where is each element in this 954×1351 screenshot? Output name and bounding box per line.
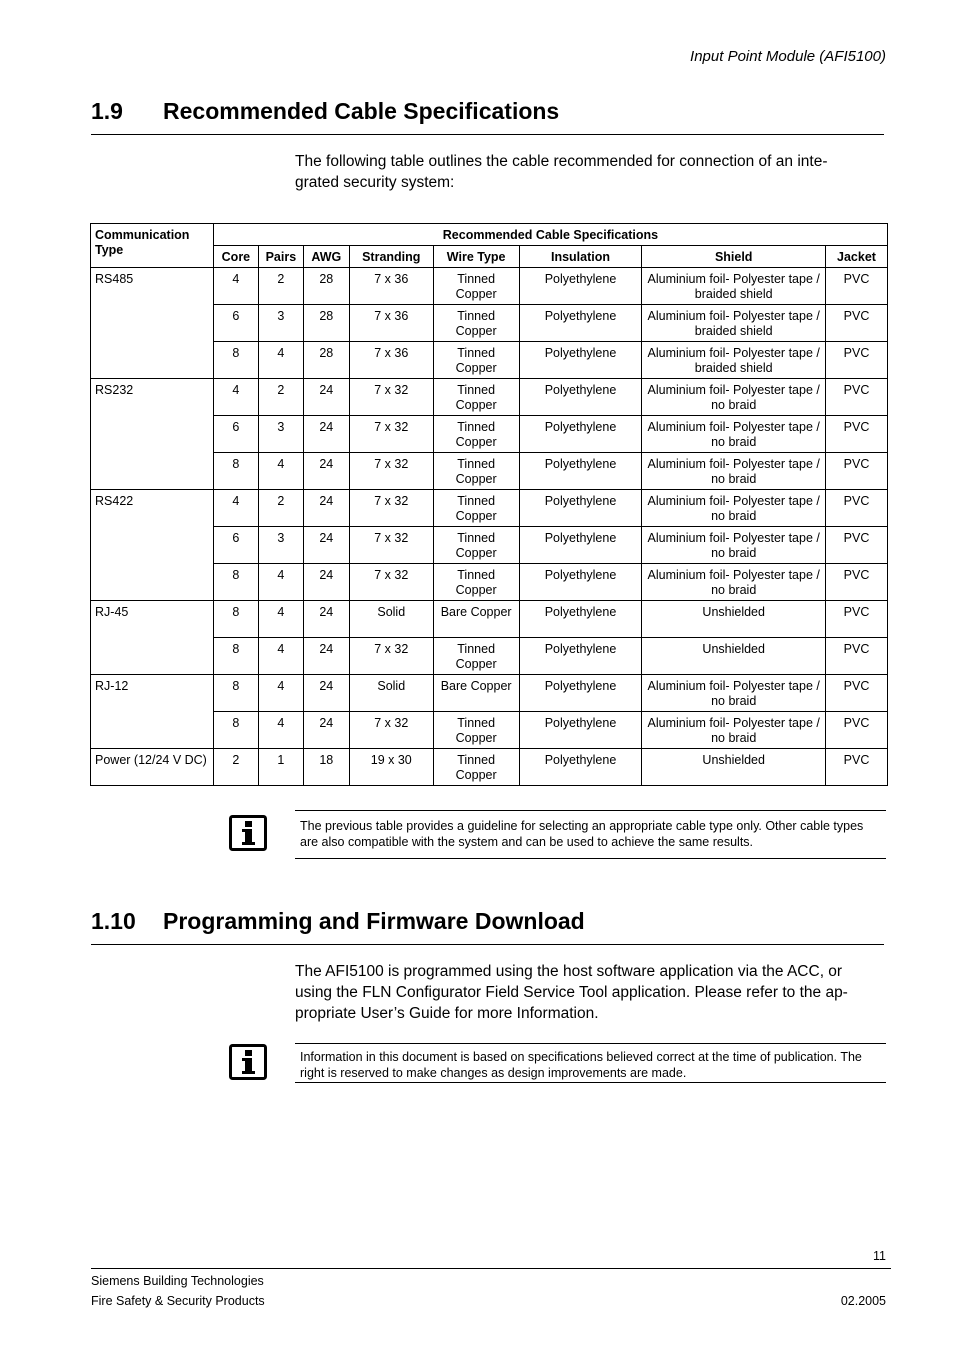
section-heading-1-9 [91,98,884,135]
pairs-cell: 4 [258,564,303,601]
insulation-cell: Polyethylene [519,749,642,786]
jacket-cell: PVC [825,490,887,527]
core-cell: 8 [213,342,258,379]
shield-cell: Aluminium foil- Polyester tape / no braid [642,453,826,490]
awg-cell: 24 [303,416,349,453]
jacket-cell: PVC [825,453,887,490]
table-row [91,416,888,453]
table-row [91,712,888,749]
page-number: 11 [873,1249,886,1263]
core-cell: 8 [213,638,258,675]
footer-division: Fire Safety & Security Products [91,1294,265,1308]
note-table-guideline: The previous table provides a guideline for selecting an appropriate cable type only. Other cable types are also compatible with the system and can be used to achieve the same results. [295,810,886,859]
comm-type-cell [91,342,214,379]
col-header: Core [213,246,258,268]
wire-type-cell: Tinned Copper [433,564,519,601]
footer-company: Siemens Building Technologies [91,1274,264,1288]
awg-cell: 28 [303,268,349,305]
wire-type-cell: Tinned Copper [433,712,519,749]
col-header: AWG [303,246,349,268]
table-row [91,638,888,675]
stranding-cell: 7 x 36 [349,342,433,379]
awg-cell: 24 [303,675,349,712]
jacket-cell: PVC [825,675,887,712]
col-header: Jacket [825,246,887,268]
wire-type-cell: Bare Copper [433,675,519,712]
pairs-cell: 1 [258,749,303,786]
core-cell: 8 [213,675,258,712]
jacket-cell: PVC [825,564,887,601]
jacket-cell: PVC [825,712,887,749]
comm-type-cell [91,305,214,342]
shield-cell: Aluminium foil- Polyester tape / braided shield [642,342,826,379]
shield-cell: Aluminium foil- Polyester tape / braided shield [642,268,826,305]
stranding-cell: 7 x 32 [349,712,433,749]
section-number: 1.9 [91,98,123,124]
comm-type-cell [91,712,214,749]
section-title: Recommended Cable Specifications [163,98,560,124]
shield-cell: Aluminium foil- Polyester tape / no braid [642,527,826,564]
col-header: Wire Type [433,246,519,268]
jacket-cell: PVC [825,416,887,453]
wire-type-cell: Tinned Copper [433,416,519,453]
stranding-cell: 7 x 32 [349,379,433,416]
core-cell: 2 [213,749,258,786]
core-cell: 8 [213,601,258,638]
stranding-cell: 7 x 32 [349,527,433,564]
col-header: Shield [642,246,826,268]
jacket-cell: PVC [825,268,887,305]
pairs-cell: 3 [258,416,303,453]
wire-type-cell: Tinned Copper [433,268,519,305]
core-cell: 8 [213,712,258,749]
insulation-cell: Polyethylene [519,268,642,305]
section-number: 1.10 [91,908,136,934]
core-cell: 4 [213,490,258,527]
jacket-cell: PVC [825,342,887,379]
pairs-cell: 4 [258,675,303,712]
insulation-cell: Polyethylene [519,527,642,564]
comm-type-cell: RJ-12 [91,675,214,712]
pairs-cell: 4 [258,638,303,675]
wire-type-cell: Bare Copper [433,601,519,638]
table-row [91,527,888,564]
wire-type-cell: Tinned Copper [433,305,519,342]
insulation-cell: Polyethylene [519,675,642,712]
comm-type-cell: RJ-45 [91,601,214,638]
comm-type-cell [91,416,214,453]
awg-cell: 28 [303,305,349,342]
insulation-cell: Polyethylene [519,416,642,453]
insulation-cell: Polyethylene [519,342,642,379]
core-cell: 8 [213,453,258,490]
insulation-cell: Polyethylene [519,490,642,527]
wire-type-cell: Tinned Copper [433,490,519,527]
running-header: Input Point Module (AFI5100) [690,48,886,65]
awg-cell: 24 [303,527,349,564]
wire-type-cell: Tinned Copper [433,527,519,564]
awg-cell: 28 [303,342,349,379]
table-row [91,675,888,712]
col-header: Insulation [519,246,642,268]
comm-type-cell: RS422 [91,490,214,527]
pairs-cell: 4 [258,712,303,749]
stranding-cell: 7 x 32 [349,416,433,453]
insulation-cell: Polyethylene [519,712,642,749]
table-row [91,564,888,601]
pairs-cell: 2 [258,379,303,416]
table-row [91,749,888,786]
comm-type-cell: RS232 [91,379,214,416]
pairs-cell: 3 [258,305,303,342]
shield-cell: Aluminium foil- Polyester tape / no braid [642,416,826,453]
jacket-cell: PVC [825,379,887,416]
col-header: Stranding [349,246,433,268]
pairs-cell: 3 [258,527,303,564]
stranding-cell: Solid [349,675,433,712]
insulation-cell: Polyethylene [519,564,642,601]
note-disclaimer: Information in this document is based on specifications believed correct at the time of publication. The right is reserved to make changes as design improvements are made. [295,1043,886,1083]
awg-cell: 18 [303,749,349,786]
insulation-cell: Polyethylene [519,638,642,675]
footer-date: 02.2005 [840,1294,886,1308]
intro-paragraph: The following table outlines the cable recommended for connection of an inte- grated security system: [295,153,828,191]
jacket-cell: PVC [825,305,887,342]
shield-cell: Aluminium foil- Polyester tape / no braid [642,379,826,416]
stranding-cell: 19 x 30 [349,749,433,786]
shield-cell: Unshielded [642,638,826,675]
section-heading-1-10 [91,908,884,945]
wire-type-cell: Tinned Copper [433,379,519,416]
awg-cell: 24 [303,453,349,490]
pairs-cell: 4 [258,453,303,490]
table-row [91,342,888,379]
pairs-cell: 2 [258,268,303,305]
stranding-cell: Solid [349,601,433,638]
comm-type-header: Communication Type [91,224,214,268]
stranding-cell: 7 x 36 [349,268,433,305]
comm-type-cell [91,638,214,675]
core-cell: 6 [213,527,258,564]
awg-cell: 24 [303,712,349,749]
wire-type-cell: Tinned Copper [433,749,519,786]
pairs-cell: 4 [258,342,303,379]
core-cell: 4 [213,379,258,416]
core-cell: 6 [213,416,258,453]
shield-cell: Aluminium foil- Polyester tape / braided shield [642,305,826,342]
core-cell: 6 [213,305,258,342]
awg-cell: 24 [303,379,349,416]
awg-cell: 24 [303,601,349,638]
comm-type-cell: Power (12/24 V DC) [91,749,214,786]
wire-type-cell: Tinned Copper [433,342,519,379]
pairs-cell: 2 [258,490,303,527]
comm-type-cell [91,453,214,490]
stranding-cell: 7 x 32 [349,453,433,490]
insulation-cell: Polyethylene [519,453,642,490]
info-icon [229,1044,267,1080]
col-header: Pairs [258,246,303,268]
awg-cell: 24 [303,490,349,527]
comm-type-cell: RS485 [91,268,214,305]
wire-type-cell: Tinned Copper [433,453,519,490]
insulation-cell: Polyethylene [519,379,642,416]
core-cell: 4 [213,268,258,305]
jacket-cell: PVC [825,749,887,786]
shield-cell: Aluminium foil- Polyester tape / no braid [642,675,826,712]
table-body [91,268,888,786]
cable-spec-table [90,223,888,786]
shield-cell: Aluminium foil- Polyester tape / no braid [642,564,826,601]
table-row [91,305,888,342]
programming-paragraph: The AFI5100 is programmed using the host software application via the ACC, or using the FLN Configurator Field Service Tool application. Please refer to the ap- propriate User’s Guide for more Information. [295,963,848,1022]
stranding-cell: 7 x 32 [349,564,433,601]
table-row [91,268,888,305]
table-row [91,601,888,638]
stranding-cell: 7 x 32 [349,490,433,527]
info-icon [229,815,267,851]
shield-cell: Unshielded [642,749,826,786]
insulation-cell: Polyethylene [519,305,642,342]
insulation-cell: Polyethylene [519,601,642,638]
jacket-cell: PVC [825,527,887,564]
pairs-cell: 4 [258,601,303,638]
stranding-cell: 7 x 32 [349,638,433,675]
table-row [91,490,888,527]
section-title: Programming and Firmware Download [163,908,585,934]
comm-type-cell [91,564,214,601]
group-header: Recommended Cable Specifications [213,224,887,246]
jacket-cell: PVC [825,601,887,638]
awg-cell: 24 [303,564,349,601]
footer-divider [91,1268,891,1269]
shield-cell: Aluminium foil- Polyester tape / no braid [642,712,826,749]
jacket-cell: PVC [825,638,887,675]
table-row [91,453,888,490]
shield-cell: Unshielded [642,601,826,638]
awg-cell: 24 [303,638,349,675]
shield-cell: Aluminium foil- Polyester tape / no braid [642,490,826,527]
stranding-cell: 7 x 36 [349,305,433,342]
comm-type-cell [91,527,214,564]
core-cell: 8 [213,564,258,601]
wire-type-cell: Tinned Copper [433,638,519,675]
table-row [91,379,888,416]
